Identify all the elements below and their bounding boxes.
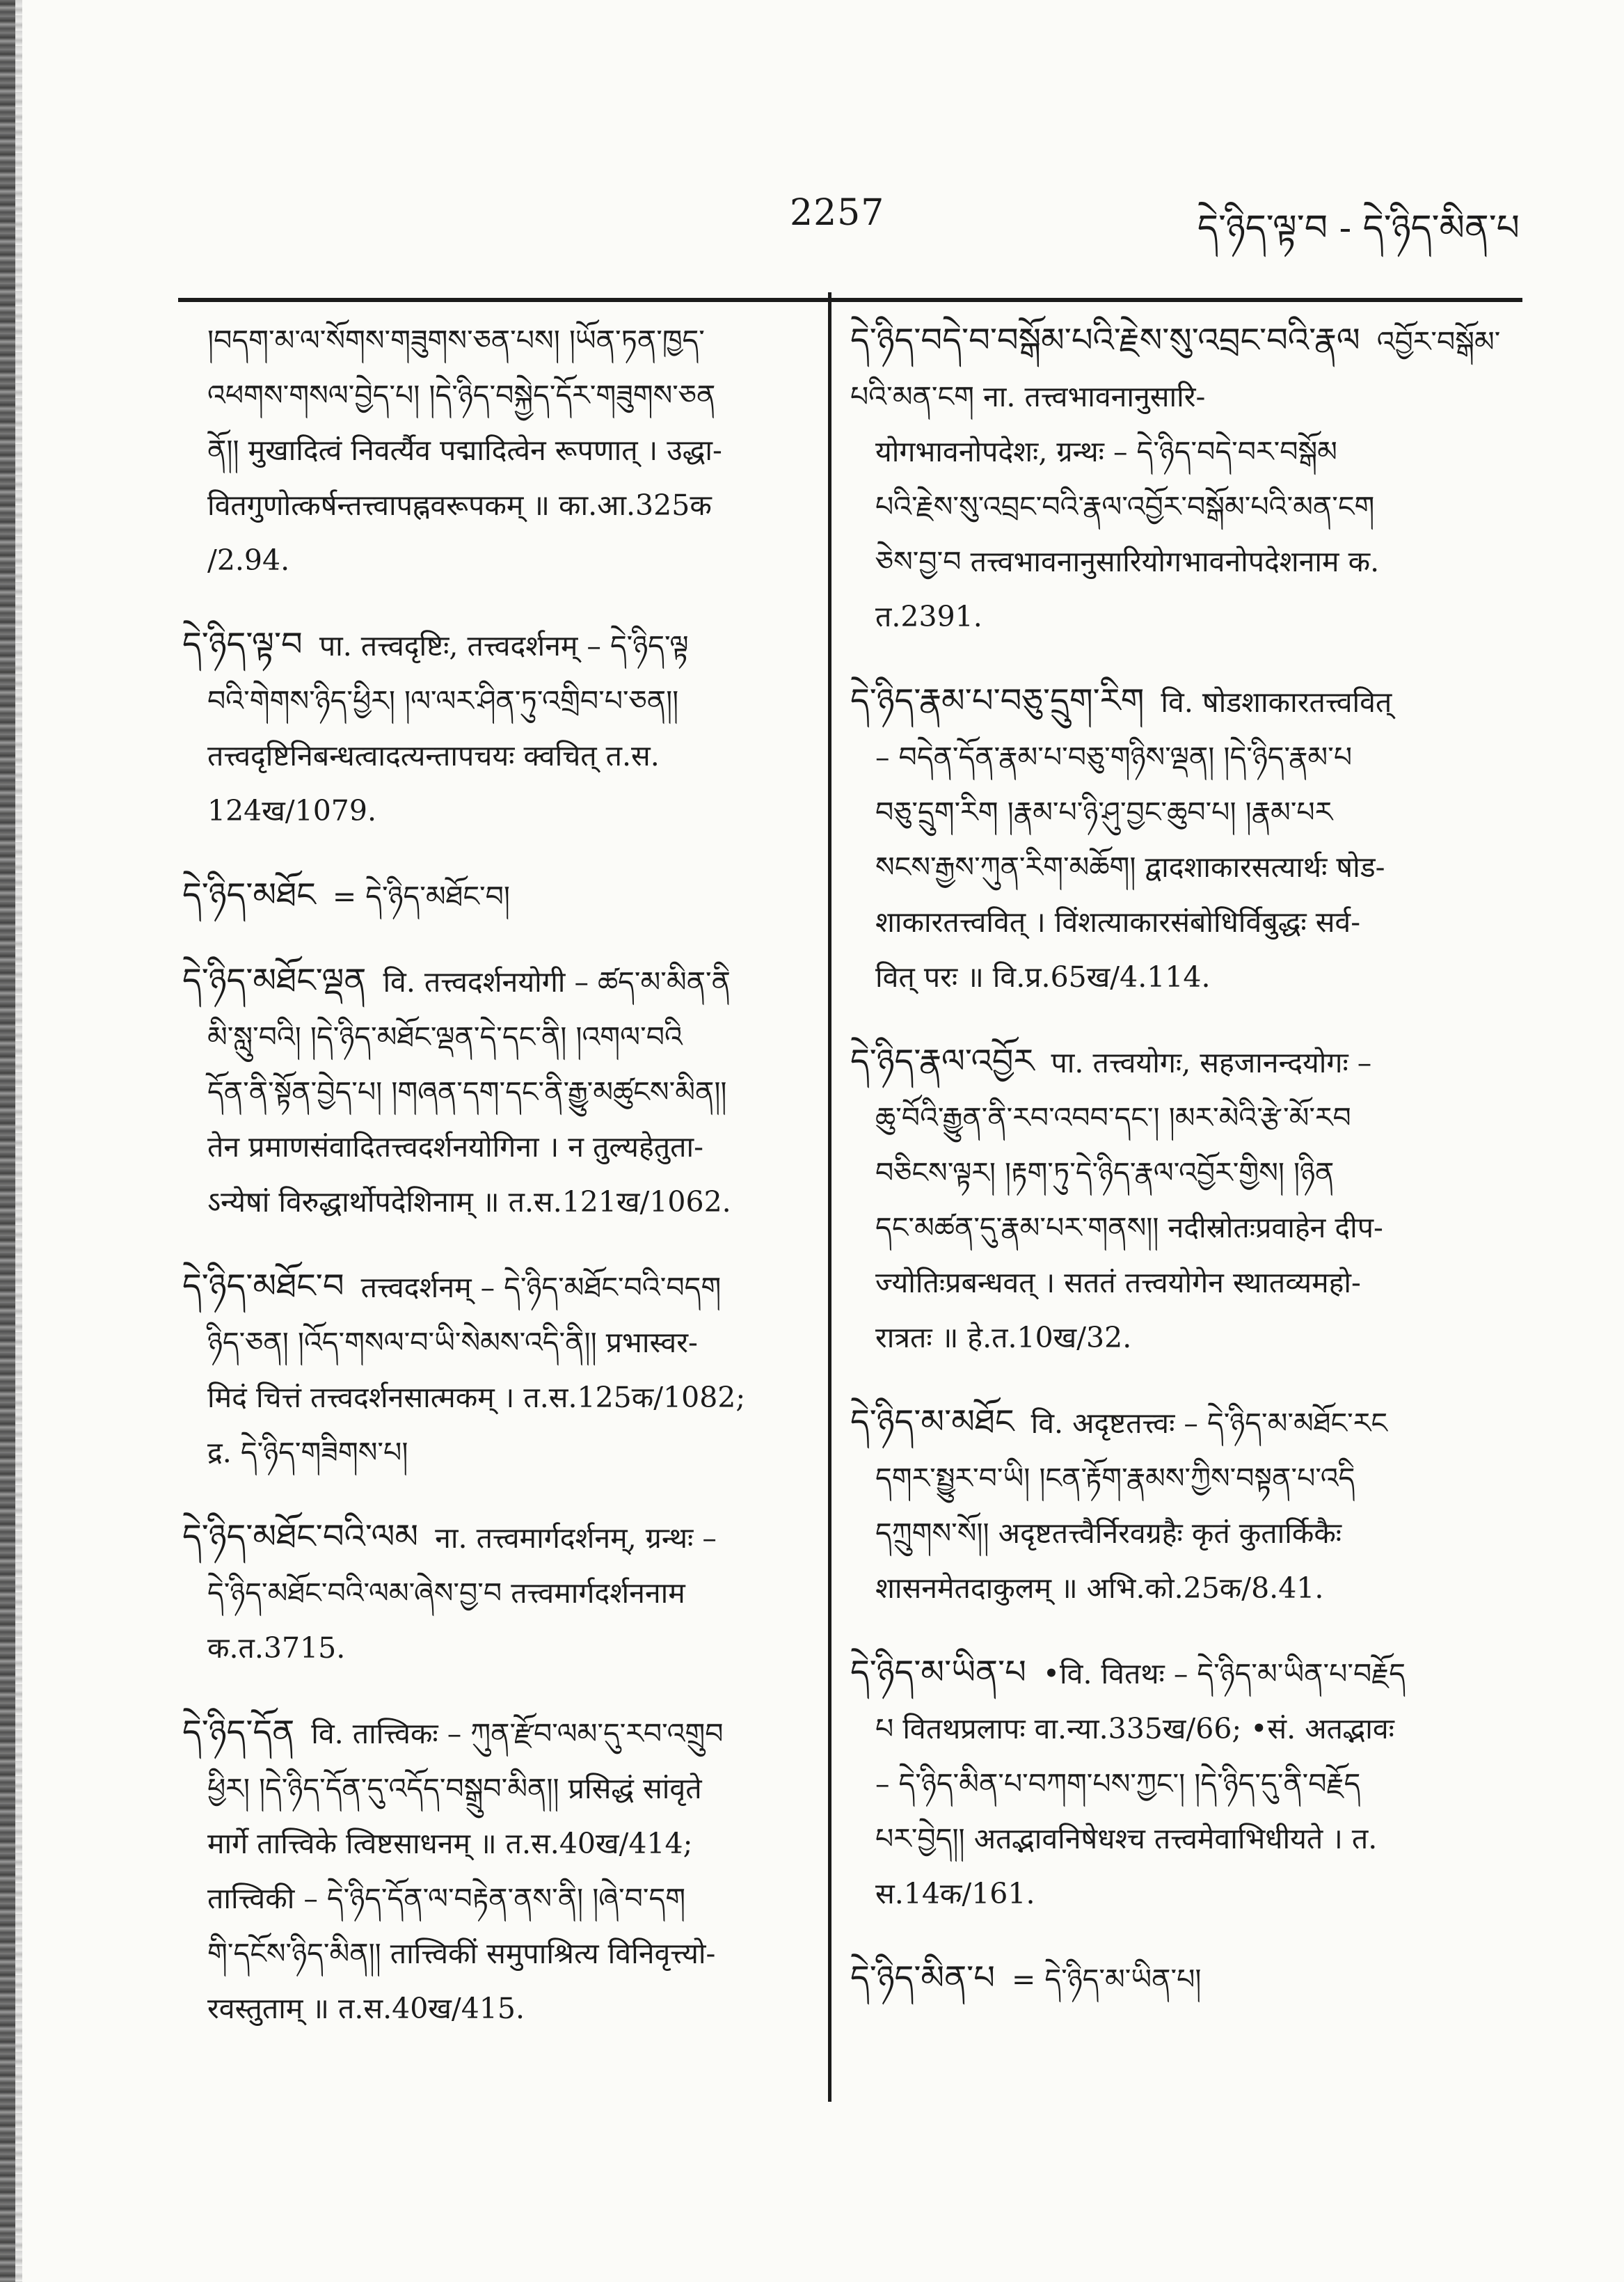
entry-line: ཅེས་བྱ་བ तत्त्वभावनानुसारियोगभावनोपदेशनाम क. <box>875 545 1380 578</box>
dictionary-entry <box>182 868 812 924</box>
entry-line: སངས་རྒྱས་ཀུན་རིག་མཆོག། द्वादशाकारसत्यार्थः षोड- <box>875 850 1385 884</box>
left-column <box>182 313 812 2066</box>
entry-line: – དེ་ཉིད་མིན་པ་བཀག་པས་ཀྱང་། །དེ་ཉིད་དུ་ནི་བརྗོད <box>875 1767 1361 1800</box>
entry-first-line: तत्त्वदर्शनम् – དེ་ཉིད་མཐོང་བའི་བདག <box>360 1271 722 1304</box>
entry-line: वित् परः ॥ वि.प्र.65ख/4.114. <box>875 960 1211 994</box>
entry-line: तात्त्विकी – དེ་ཉིད་དོན་ལ་བརྟེན་ནས་ནི། །ཞེ་བ་དག <box>207 1882 686 1915</box>
entry-line: པའི་རྗེས་སུ་འབྲང་བའི་རྣལ་འབྱོར་བསྒོམ་པའི་མན་ངག <box>875 490 1375 523</box>
entry-first-line: पा. तत्त्वयोगः, सहजानन्दयोगः – <box>1051 1046 1372 1079</box>
entry-headword: དེ་ཉིད་མ་ཡིན་པ <box>850 1653 1026 1692</box>
entry-line: དང་མཚན་དུ་རྣམ་པར་གནས།། नदीस्रोतःप्रवाहेन दीप- <box>875 1211 1383 1244</box>
dictionary-entry <box>182 1259 812 1480</box>
page-number: 2257 <box>790 192 885 234</box>
entry-line: འཕགས་གསལ་བྱེད་པ། །དེ་ཉིད་བསྐྱེད་དོར་གཟུགས་ཅན <box>207 379 716 412</box>
entry-line: །བདག་མ་ལ་སོགས་གཟུགས་ཅན་པས། །ཡོན་ཏན་ཁྱད་ <box>207 324 705 357</box>
entry-first-line: वि. तत्त्वदर्शनयोगी – ཚད་མ་མིན་ནི <box>383 965 731 999</box>
entry-first-line: •वि. वितथः – དེ་ཉིད་མ་ཡིན་པ་བརྗོད <box>1042 1657 1406 1690</box>
entry-line: བཅུ་དྲུག་རིག །རྣམ་པ་ཉི་ཤུ་བྱང་ཆུབ་པ། །རྣམ་པར <box>875 795 1333 829</box>
entry-first-line: वि. तात्त्विकः – ཀུན་རྫོབ་ལམ་དུ་རབ་འགྲུབ <box>311 1717 724 1750</box>
entry-headword: དེ་ཉིད་མིན་པ <box>850 1958 995 1997</box>
entry-first-line: वि. अदृष्टतत्त्वः – དེ་ཉིད་མ་མཐོང་རང <box>1030 1407 1387 1440</box>
entry-line: པ वितथप्रलापः वा.न्या.335ख/66; •सं. अतद्भावः <box>875 1712 1394 1745</box>
entry-first-line: वि. षोडशाकारतत्त्ववित् <box>1161 686 1392 719</box>
dictionary-entry <box>182 313 812 588</box>
entry-line: वितगुणोत्कर्षन्तत्त्वापह्नवरूपकम् ॥ का.आ.325क <box>207 489 712 522</box>
entry-headword: དེ་ཉིད་བདེ་བ་བསྒོམ་པའི་རྗེས་སུ་འབྲང་བའི་རྣལ <box>850 321 1360 360</box>
entry-line: དགར་སྤྱུར་བ་ཡི། །ངན་རྟོག་རྣམས་ཀྱིས་བསྟན་པ་འདི <box>875 1461 1355 1495</box>
dictionary-entry <box>850 1395 1518 1616</box>
dictionary-entry <box>182 1705 812 2036</box>
entry-line: क.त.3715. <box>207 1631 346 1665</box>
entry-line: ཉིད་ཅན། །འོད་གསལ་བ་ཡི་སེམས་འདི་ནི།། प्रभास्वर- <box>207 1326 698 1359</box>
entry-line: པར་བྱེད།། अतद्भावनिषेधश्च तत्त्वमेवाभिधीयते । त. <box>875 1822 1378 1855</box>
entry-line: द्र. དེ་ཉིད་གཟིགས་པ། <box>207 1436 408 1469</box>
entry-line: གི་དངོས་ཉིད་མིན།། तात्त्विकीं समुपाश्रित्य विनिवृत्त्यो- <box>207 1937 716 1970</box>
entry-line: མི་སླུ་བའི། །དེ་ཉིད་མཐོང་ལྡན་དེ་དང་ནི། །འགལ་བའི <box>207 1020 683 1054</box>
entry-line: त.2391. <box>875 600 982 633</box>
entry-line: शाकारतत्त्ववित् । विंशत्याकारसंबोधिर्विबुद्धः सर्व- <box>875 905 1361 939</box>
entry-headword: དེ་ཉིད་དོན <box>182 1713 295 1752</box>
entry-line: ནོ།། मुखादित्वं निवर्त्यैव पद्मादित्वेन रूपणात् । उद्धा- <box>207 434 722 467</box>
entry-first-line: ना. तत्त्वमार्गदर्शनम्, ग्रन्थः – <box>435 1521 717 1555</box>
running-head: དེ་ཉིད་ལྟ་བ - དེ་ཉིད་མིན་པ <box>1197 207 1520 249</box>
dictionary-entry <box>182 1510 812 1676</box>
entry-headword: དེ་ཉིད་རྣམ་པ་བཅུ་དྲུག་རིག <box>850 681 1145 720</box>
column-divider <box>828 292 831 2102</box>
entry-line: योगभावनोपदेशः, ग्रन्थः – དེ་ཉིད་བདེ་བར་བསྒོམ <box>875 435 1337 468</box>
entry-headword: དེ་ཉིད་མཐོང་ལྡན <box>182 961 367 1000</box>
entry-first-line: = དེ་ཉིད་མ་ཡིན་པ། <box>1012 1963 1202 1996</box>
entry-line: तेन प्रमाणसंवादितत्त्वदर्शनयोगिना । न तुल्यहेतुता- <box>207 1130 703 1164</box>
entry-line: रवस्तुताम् ॥ त.स.40ख/415. <box>207 1992 525 2025</box>
entry-first-line: पा. तत्त्वदृष्टिः, तत्त्वदर्शनम् – དེ་ཉིད་ལྟ <box>319 629 689 663</box>
entry-line: 124ख/1079. <box>207 794 376 827</box>
entry-line: ऽन्येषां विरुद्धार्थोपदेशिनाम् ॥ त.स.121ख/1062. <box>207 1185 731 1219</box>
entry-line: मार्गे तात्त्विके त्विष्टसाधनम् ॥ त.स.40ख/414; <box>207 1827 693 1860</box>
dictionary-entry <box>182 953 812 1230</box>
entry-line: मिदं चित्तं तत्त्वदर्शनसात्मकम् । त.स.125क/1082; <box>207 1381 746 1414</box>
dictionary-entry <box>850 674 1518 1005</box>
entry-headword: དེ་ཉིད་མ་མཐོང <box>850 1402 1014 1441</box>
entry-headword: དེ་ཉིད་ལྟ་བ <box>182 625 303 664</box>
entry-line: དཀྲུགས་སོ།། अदृष्टतत्त्वैर्निरवग्रहैः कृतं कुतार्किकैः <box>875 1516 1342 1550</box>
entry-line: དེ་ཉིད་མཐོང་བའི་ལམ་ཞེས་བྱ་བ तत्त्वमार्गदर्शननाम <box>207 1576 685 1610</box>
entry-line: तत्त्वदृष्टिनिबन्धत्वादत्यन्तापचयः क्वचित् त.स. <box>207 739 660 772</box>
entry-first-line: = དེ་ཉིད་མཐོང་བ། <box>332 880 511 913</box>
entry-first-line: འབྱོར་བསྒོམ་པའི་མན་ངག ना. तत्त्वभावनानुसारि- <box>850 325 1501 413</box>
entry-line: रात्रतः ॥ हे.त.10ख/32. <box>875 1321 1132 1354</box>
dictionary-entry <box>182 617 812 839</box>
right-column <box>850 313 1518 2036</box>
dictionary-entry <box>850 313 1518 644</box>
entry-line: शासनमेतदाकुलम् ॥ अभि.को.25क/8.41. <box>875 1571 1324 1605</box>
dictionary-entry <box>850 1645 1518 1922</box>
entry-line: ཆུ་བོའི་རྒྱུན་ནི་རབ་འབབ་དང་། །མར་མེའི་རྩེ་མོ་རབ <box>875 1101 1351 1134</box>
entry-line: स.14क/161. <box>875 1877 1035 1910</box>
entry-headword: དེ་ཉིད་མཐོང་བའི་ལམ <box>182 1517 419 1556</box>
entry-line: དོན་ནི་སྟོན་བྱེད་པ། །གཞན་དག་དང་ནི་རྒྱུ་མཚུངས་མིན།། <box>207 1075 727 1109</box>
entry-line: བའི་གེགས་ཉིད་ཕྱིར། །ལ་ལར་ཤིན་ཏུ་འགྲིབ་པ་ཅན།། <box>207 684 679 718</box>
entry-line: བཅིངས་ལྟར། །རྟག་ཏུ་དེ་ཉིད་རྣལ་འབྱོར་གྱིས། །ཉིན <box>875 1156 1335 1189</box>
entry-headword: དེ་ཉིད་མཐོང་བ <box>182 1267 344 1306</box>
entry-line: ཕྱིར། །དེ་ཉིད་དོན་དུ་འདོད་བསྒྲུབ་མིན།། प्रसिद्धं सांवृते <box>207 1772 702 1805</box>
entry-headword: དེ་ཉིད་རྣལ་འབྱོར <box>850 1042 1035 1081</box>
header-rule <box>178 298 1522 302</box>
dictionary-entry <box>850 1034 1518 1365</box>
scan-edge-shadow <box>15 0 22 2282</box>
scan-edge <box>0 0 15 2282</box>
entry-line: – བདེན་དོན་རྣམ་པ་བཅུ་གཉིས་ལྡན། །དེ་ཉིད་རྣམ་པ <box>875 740 1353 774</box>
entry-line: ज्योतिःप्रबन्धवत् । सततं तत्त्वयोगेन स्थातव्यमहो- <box>875 1266 1361 1299</box>
dictionary-entry <box>850 1951 1518 2007</box>
entry-line: /2.94. <box>207 544 290 577</box>
entry-headword: དེ་ཉིད་མཐོང <box>182 875 316 914</box>
